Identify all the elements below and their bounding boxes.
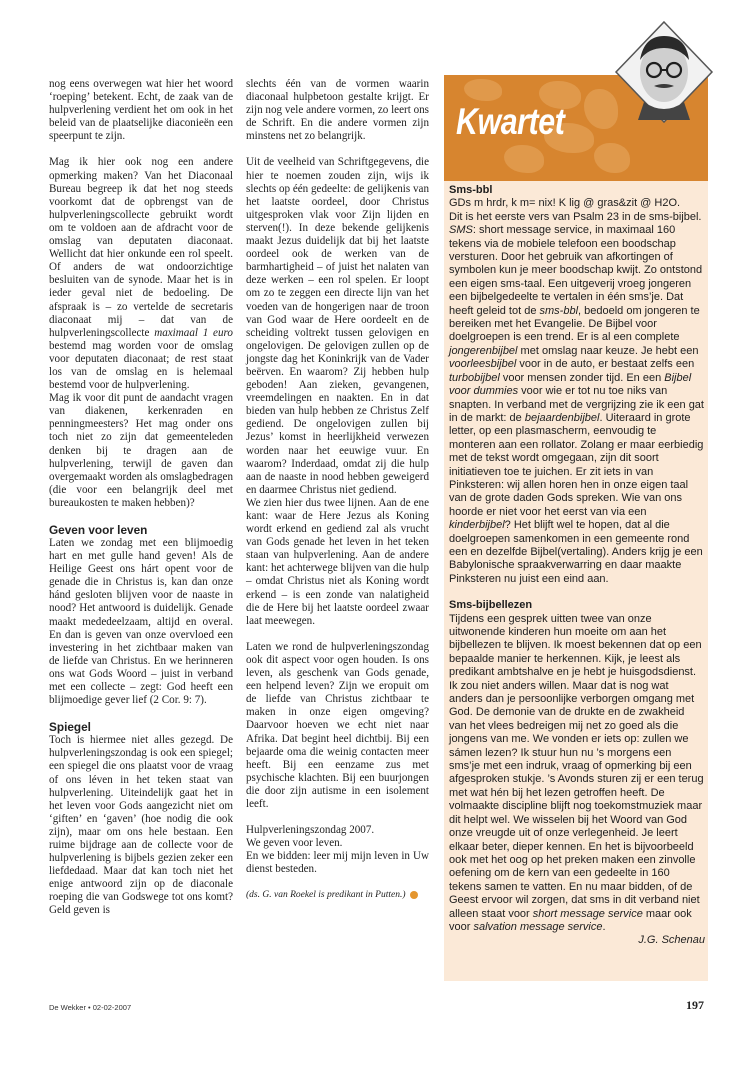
- paragraph: Toch is hiermee niet alles gezegd. De hulpverleningszondag is ook een spiegel; een spiegel die ons plaatst voor de vraag of ons léven in het teken staat van hulpverlening. Uiteindelijk gaat het in het leven voor Gods aangezicht niet om ‘giften’ en ‘gaven’ (hoe nodig die ook zijn), maar om ons hele bestaan. Een ruime bijdrage aan de collecte voor de hulpverlening is bijbels gezien zeker een liefdedaad. Maar dat kan toch niet het enige antwoord zijn op de diaconale roeping die van Godswege tot ons komt? Geld geven is: [49, 734, 233, 917]
- page-number: 197: [686, 998, 704, 1012]
- kwartet-sidebar: [444, 75, 708, 981]
- paragraph: Mag ik hier ook nog een andere opmerking maken? Van het Diaconaal Bureau begreep ik dat het nog steeds voorkomt dat de opbrengst van de hulpverleningscollecte gebruikt wordt om te voldoen aan de afdracht voor de omslag van deputaten diaconaat. Wellicht dat hier onkunde een rol speelt. Of anders de wat ondoorzichtige besluiten van de synode. Maar het is in ieder geval niet de bedoeling. De afspraak is – zo vertelde de secretaris diaconaat mij – dat van de hulpverleningscollecte maximaal 1 euro bestemd mag worden voor de omslag voor deputaten diaconaat; de rest staat los van de omslag en is helemaal bestemd voor de hulpverlening.: [49, 156, 233, 392]
- author-portrait: [614, 20, 714, 124]
- article-column-1: [49, 78, 233, 918]
- sidebar-heading: Sms-bijbellezen: [449, 599, 533, 612]
- sidebar-text: [449, 184, 705, 948]
- paragraph: Mag ik voor dit punt de aandacht vragen van diakenen, kerkenraden en penningmeesters? Het mag onder ons toch niet zo zijn dat gemeenteleden denken bij te dragen aan de hulpverlening, terwijl de gaven dan overgemaakt worden als omslagbedragen (die voor een belangrijk deel met bureaukosten te maken hebben)?: [49, 392, 233, 509]
- banner-title: Kwartet: [456, 101, 565, 142]
- paragraph: Laten we rond de hulpverleningszondag ook dit aspect voor ogen houden. Is ons leven, als geschenk van Gods genade, een helpend leven? Zijn we eropuit om de liefde van Christus zichtbaar te maken in onze eigen omgeving? Daarvoor hoeven we echt niet naar Afrika. Dat begint heel dichtbij. Bij een bejaarde oma die weinig contacten meer heeft. Bij een eenzame zus met psychische klachten. Bij een buurjongen die door zijn autisme in een isolement leeft.: [246, 640, 429, 810]
- sidebar-paragraph: Tijdens een gesprek uitten twee van onze uitwonende kinderen hun moeite om aan het bijbellezen te blijven. Ik moest bekennen dat op een bepaalde manier te herkennen. Kijk, je leest als predikant ambtshalve en je hebt je huisgodsdienst. Ik zou niet anders willen. Maar dat is nog wat anders dan je persoonlijke verborgen omgang met God. De demonie van de drukte en de zwakheid van het vlees bedreigen mij net zo goed als die jongens van me. We vonden er iets op: zullen we sámen lezen? Ik stuur hun nu ’s morgens een sms’je met een indruk, vraag of opmerking bij een afgesproken stukje. ’s Avonds sturen zij er een terug met wat hén bij het lezen getroffen heeft. De volmaakte discipline blijft nog toekomstmuziek maar dit helpt wel. We wisselen bij het Woord van God onze vreugde uit of onze verlegenheid. Je leert elkaar beter, dieper kennen. En het is bijvoorbeeld ook met het oog op het preken maken een zinvolle oefening om de kern van een gedeelte in 160 tekens samen te vatten. En nu maar bidden, of de Geest ervoor wil zorgen, dat sms in dit verband niet alleen staat voor short message service maar ook voor salvation message service.: [449, 612, 704, 933]
- end-bullet-icon: [410, 891, 418, 899]
- sidebar-paragraph: SMS: short message service, in maximaal 160 tekens via de mobiele telefoon een boodschap versturen. Door het gebruik van afkortingen of symbolen kun je meer boodschap kwijt. Zo ontstond een eigen sms-taal. Een uitgeverij vroeg jongeren een bijbelgedeelte te vertalen in één sms’je. Dat heeft geleid tot de sms-bbl, bedoeld om jongeren te bereiken met het Evangelie. De Bijbel voor doelgroepen is een trend. Er is al een complete jongerenbijbel met omslag naar keuze. Je hebt een voorleesbijbel voor in de auto, er bestaat zelfs een turbobijbel voor mensen zonder tijd. En een Bijbel voor dummies voor wie er tot nu toe niks van snapten. In verband met de vergrijzing zie ik een gat in de markt: de bejaardenbijbel. Uiteraard in grote letter, op een plasmascherm, eenvoudig te monteren aan een rollator. Zolang er maar eerbiedig met de tekst wordt omgegaan, zijn dit soort initiatieven toe te juichen. Er zit iets in van Pinksteren: wij allen horen hen in onze eigen taal van de grote daden Gods spreken. Wie van ons hoorde er niet voor het eerst van via een kinderbijbel? Het blijft wel te hopen, dat al die doelgroepen samenkomen in een gemeente rond een en dezelfde Bijbel(vertaling). Anders krijg je een Babylonische spraakverwarring en daar maakte Pinksteren nu juist een eind aan.: [449, 224, 704, 585]
- closing-line: En we bidden: leer mij mijn leven in Uw dienst besteden.: [246, 850, 429, 876]
- paragraph: slechts één van de vormen waarin diaconaal hulpbetoon gestalte krijgt. Er zijn nog vele andere vormen, zo leert ons de Schrift. En die andere vormen zijn minstens net zo belangrijk.: [246, 78, 429, 143]
- paragraph: Uit de veelheid van Schriftgegevens, die hier te noemen zouden zijn, wijs ik slechts op één gedeelte: de gelijkenis van het laatste oordeel, door Christus uitgesproken vlak voor Zijn lijden en sterven(!). In deze bekende gelijkenis maakt Jezus duidelijk dat bij het laatste oordeel ook de werken van de barmhartigheid – of juist het nalaten van deze werken – een rol spelen. Er loopt om zo te zeggen een directe lijn van het voeden van de hongerigen naar de troon van God waar de Here oordeelt en de scheiding voltrekt tussen gelovigen en ongelovigen. De gelovigen zullen op de jongste dag het Koninkrijk van de Vader beërven. En waarom? Zij hebben hulp geboden! Aan zieken, gevangenen, vreemdelingen en naakten. En in dat bieden van hulp hebben ze Christus Zelf gediend. De ongelovigen zullen bij Jezus’ komst in heerlijkheid verwezen worden naar het eeuwige vuur. En waarom? Inderdaad, omdat zij die hulp aan de naaste in nood hebben geweigerd en daarmee Christus niet gediend.: [246, 156, 429, 496]
- paragraph: Laten we zondag met een blijmoedig hart en met gulle hand geven! Als de Heilige Geest ons hárt opent voor de genade die in Christus is, kan dan onze hánd gesloten blijven voor de naaste in nood? Het antwoord is duidelijk. Genade maakt mededeelzaam, altijd en overal. En dan is geven van onze overvloed een investering in het zichtbaar maken van de liefde van Christus. En we herinneren ons wat Gods Woord – juist in verband met een collecte – zegt: God heeft een blijmoedige gever lief (2 Cor. 9: 7).: [49, 537, 233, 707]
- emphasis: maximaal 1 euro: [154, 326, 233, 339]
- section-heading: Spiegel: [49, 720, 91, 735]
- article-column-2: [246, 78, 429, 903]
- closing-line: Hulpverleningszondag 2007.: [246, 824, 375, 837]
- section-heading: Geven voor leven: [49, 523, 148, 537]
- sidebar-line: GDs m hrdr, k m= nix! K lig @ gras&zit @ H2O.: [449, 197, 681, 210]
- paragraph: nog eens overwegen wat hier het woord ‘roeping’ betekent. Echt, de zaak van de hulpverlening verdient het om ook in het beleid van de plaatselijke diaconieën een speerpunt te zijn.: [49, 78, 233, 143]
- paragraph: We zien hier dus twee lijnen. Aan de ene kant: waar de Here Jezus als Koning wordt erkend en gediend zal als vrucht van Gods genade het leven in het teken staan van hulpverlening. Aan de andere kant: het achterwege blijven van die hulp – omdat Christus niet als Koning wordt erkend – is een zonde van nalatigheid die de Here bij het laatste oordeel zwaar laat meewegen.: [246, 496, 429, 627]
- closing-line: We geven voor leven.: [246, 837, 343, 850]
- sidebar-line: Dit is het eerste vers van Psalm 23 in de sms-bijbel.: [449, 210, 702, 223]
- sidebar-heading: Sms-bbl: [449, 184, 493, 196]
- publication-footer: De Wekker • 02-02-2007: [49, 1003, 132, 1012]
- portrait-image: [614, 20, 714, 124]
- author-credit: (ds. G. van Roekel is predikant in Putten.): [246, 889, 429, 902]
- author-signature: J.G. Schenau: [638, 934, 705, 947]
